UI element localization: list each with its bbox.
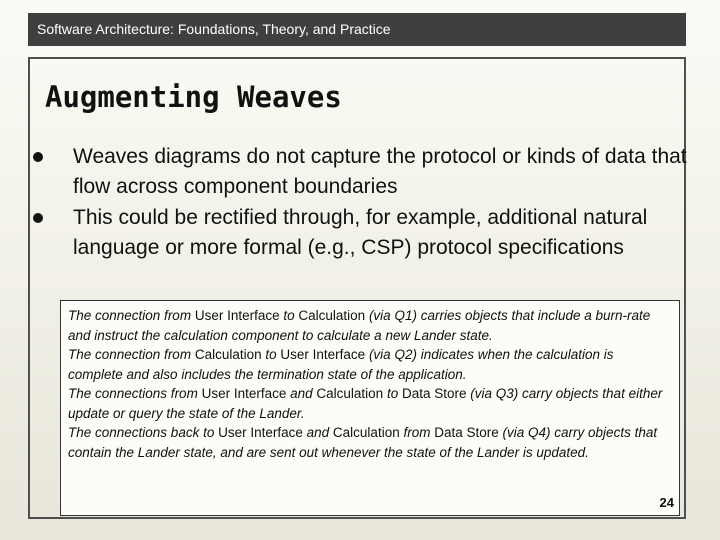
bullet-list [28,142,688,264]
bullet-item [28,142,688,202]
connection-note: The connections back to User Interface and Calculation from Data Store (via Q4) carry objects that contain the Lander state, and are sent out whenever the state of the Lander is updated. [68,425,658,460]
connection-note: The connection from User Interface to Calculation (via Q1) carries objects that include a burn-rate and instruct the calculation component to calculate a new Lander state. [68,308,651,343]
header-bar [28,13,686,46]
bullet-text: Weaves diagrams do not capture the protocol or kinds of data that flow across component boundaries [73,145,687,198]
bullet-dot-icon [33,152,43,162]
page-number: 24 [659,495,674,510]
slide-title: Augmenting Weaves [45,80,342,114]
header-title: Software Architecture: Foundations, Theory, and Practice [37,21,391,37]
bullet-text: This could be rectified through, for example, additional natural language or more formal (e.g., CSP) protocol specifications [73,206,648,259]
bullet-item [28,203,688,263]
connection-notes-box [60,300,680,516]
connection-note: The connections from User Interface and Calculation to Data Store (via Q3) carry objects that either update or query the state of the Lander. [68,386,663,421]
bullet-dot-icon [33,213,43,223]
connection-note: The connection from Calculation to User Interface (via Q2) indicates when the calculation is complete and also includes the termination state of the application. [68,347,614,382]
